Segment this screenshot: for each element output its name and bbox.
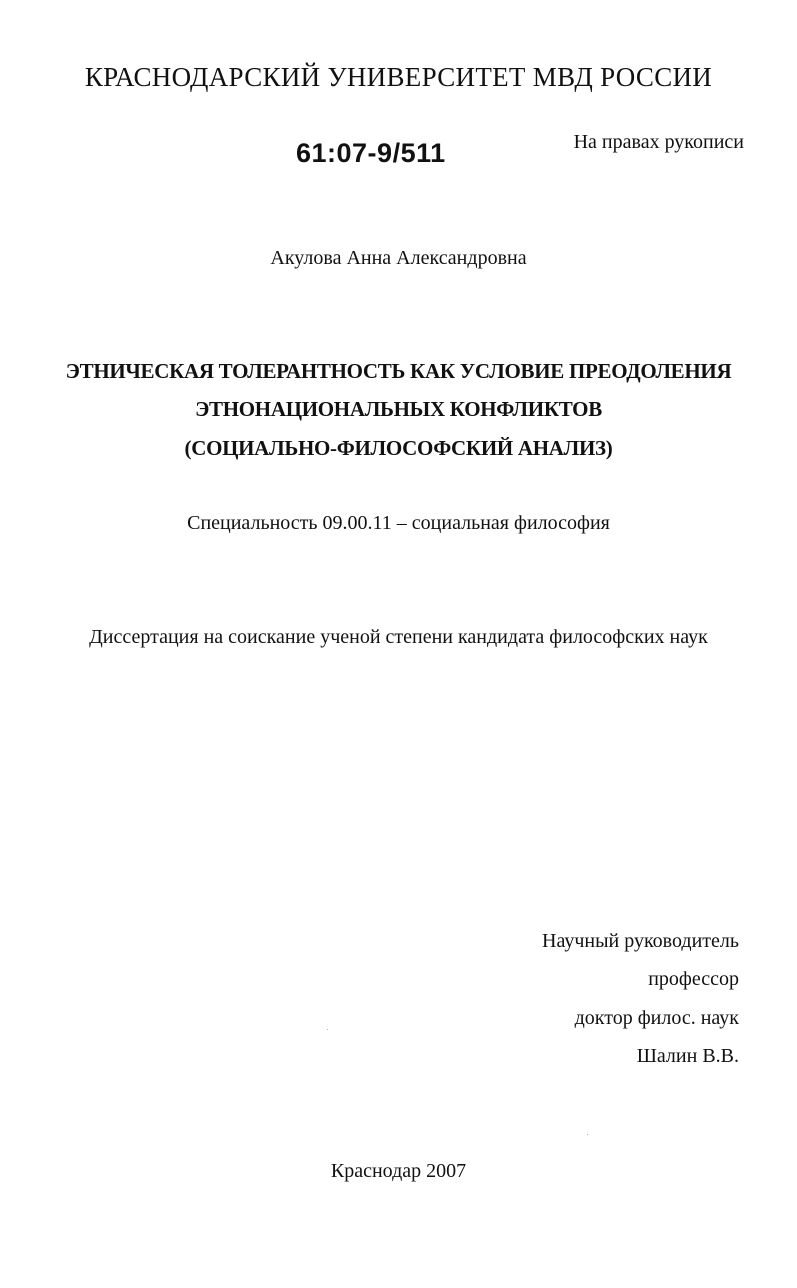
dissertation-title-line: ЭТНОНАЦИОНАЛЬНЫХ КОНФЛИКТОВ — [195, 397, 602, 421]
manuscript-rights-note: На правах рукописи — [573, 131, 744, 153]
scan-speck — [587, 1134, 588, 1135]
city-year: Краснодар 2007 — [330, 1160, 467, 1182]
supervisor-degree: доктор филос. наук — [574, 1007, 739, 1029]
specialty: Специальность 09.00.11 – социальная философия — [187, 512, 610, 534]
university-name: КРАСНОДАРСКИЙ УНИВЕРСИТЕТ МВД РОССИИ — [84, 62, 713, 92]
scan-speck — [327, 1029, 328, 1030]
supervisor-title: профессор — [648, 968, 739, 990]
dissertation-title-line: ЭТНИЧЕСКАЯ ТОЛЕРАНТНОСТЬ КАК УСЛОВИЕ ПРЕОДОЛЕНИЯ — [65, 359, 732, 383]
dissertation-degree-statement: Диссертация на соискание ученой степени кандидата философских наук — [89, 626, 708, 648]
dissertation-title-line: (СОЦИАЛЬНО-ФИЛОСОФСКИЙ АНАЛИЗ) — [184, 436, 613, 460]
supervisor-name: Шалин В.В. — [636, 1045, 739, 1067]
library-code: 61:07-9/511 — [296, 138, 446, 168]
author-name: Акулова Анна Александровна — [270, 247, 527, 269]
supervisor-role: Научный руководитель — [542, 930, 739, 952]
